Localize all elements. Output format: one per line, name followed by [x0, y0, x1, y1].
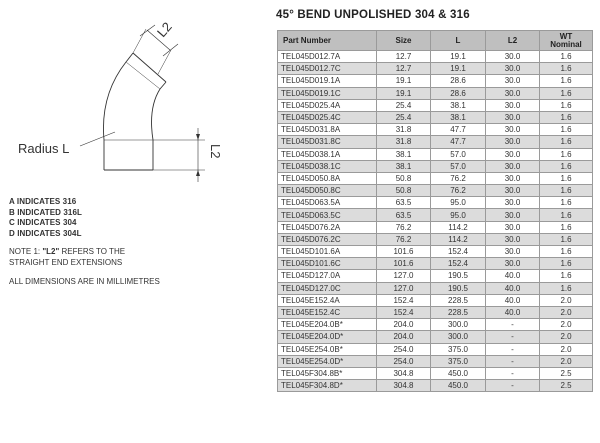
cell-l2: 40.0 [486, 270, 540, 282]
cell-l2: 30.0 [486, 209, 540, 221]
cell-l2: 30.0 [486, 51, 540, 63]
cell-l2: 40.0 [486, 282, 540, 294]
table-row [278, 63, 593, 75]
cell-size: 101.6 [377, 246, 431, 258]
cell-wt-nominal: 2.0 [540, 343, 593, 355]
cell-l: 300.0 [431, 331, 486, 343]
cell-size: 152.4 [377, 294, 431, 306]
cell-size: 19.1 [377, 75, 431, 87]
cell-l: 114.2 [431, 221, 486, 233]
cell-l2: 40.0 [486, 306, 540, 318]
cell-wt-nominal: 1.6 [540, 75, 593, 87]
cell-l2: 30.0 [486, 124, 540, 136]
cell-l: 76.2 [431, 172, 486, 184]
cell-l: 450.0 [431, 367, 486, 379]
cell-wt-nominal: 2.0 [540, 355, 593, 367]
cell-l2: - [486, 355, 540, 367]
material-code-d: D INDICATES 304L [9, 228, 82, 238]
cell-wt-nominal: 1.6 [540, 99, 593, 111]
material-codes [9, 197, 269, 239]
header-part-number: Part Number [278, 31, 377, 51]
cell-part-number: TEL045D012.7A [278, 51, 377, 63]
cell-size: 152.4 [377, 306, 431, 318]
cell-size: 50.8 [377, 185, 431, 197]
cell-l2: 30.0 [486, 221, 540, 233]
cell-l: 47.7 [431, 136, 486, 148]
table-row [278, 99, 593, 111]
header-size: Size [377, 31, 431, 51]
table-row [278, 51, 593, 63]
cell-wt-nominal: 1.6 [540, 124, 593, 136]
cell-l2: 30.0 [486, 99, 540, 111]
cell-l2: 30.0 [486, 75, 540, 87]
cell-wt-nominal: 1.6 [540, 111, 593, 123]
cell-part-number: TEL045E152.4C [278, 306, 377, 318]
cell-l: 95.0 [431, 209, 486, 221]
table-row [278, 258, 593, 270]
cell-part-number: TEL045E152.4A [278, 294, 377, 306]
header-l: L [431, 31, 486, 51]
cell-size: 12.7 [377, 51, 431, 63]
cell-l2: 30.0 [486, 185, 540, 197]
cell-wt-nominal: 2.0 [540, 306, 593, 318]
table-row [278, 380, 593, 392]
cell-part-number: TEL045E254.0B* [278, 343, 377, 355]
cell-l: 190.5 [431, 270, 486, 282]
header-wt: WT [559, 31, 573, 41]
cell-wt-nominal: 1.6 [540, 148, 593, 160]
material-code-c: C INDICATES 304 [9, 218, 77, 227]
cell-wt-nominal: 1.6 [540, 136, 593, 148]
cell-l: 375.0 [431, 343, 486, 355]
cell-part-number: TEL045D038.1C [278, 160, 377, 172]
cell-part-number: TEL045D076.2A [278, 221, 377, 233]
cell-wt-nominal: 1.6 [540, 160, 593, 172]
cell-part-number: TEL045D025.4C [278, 111, 377, 123]
cell-wt-nominal: 1.6 [540, 221, 593, 233]
cell-size: 101.6 [377, 258, 431, 270]
table-row [278, 75, 593, 87]
bend-drawing [0, 0, 270, 195]
table-row [278, 331, 593, 343]
cell-wt-nominal: 2.0 [540, 331, 593, 343]
note-1-rest: REFERS TO THE [59, 247, 126, 256]
cell-wt-nominal: 1.6 [540, 87, 593, 99]
cell-wt-nominal: 1.6 [540, 246, 593, 258]
table-row [278, 136, 593, 148]
table-row [278, 221, 593, 233]
cell-size: 204.0 [377, 319, 431, 331]
cell-size: 25.4 [377, 99, 431, 111]
cell-size: 63.5 [377, 209, 431, 221]
cell-l2: - [486, 380, 540, 392]
table-row [278, 294, 593, 306]
cell-l2: 30.0 [486, 160, 540, 172]
cell-size: 304.8 [377, 380, 431, 392]
cell-part-number: TEL045D101.6C [278, 258, 377, 270]
cell-l2: 30.0 [486, 87, 540, 99]
cell-wt-nominal: 1.6 [540, 270, 593, 282]
table-row [278, 355, 593, 367]
table-row [278, 319, 593, 331]
cell-l: 28.6 [431, 75, 486, 87]
cell-size: 19.1 [377, 87, 431, 99]
cell-l2: - [486, 343, 540, 355]
cell-l2: 30.0 [486, 111, 540, 123]
cell-wt-nominal: 1.6 [540, 209, 593, 221]
cell-l: 57.0 [431, 160, 486, 172]
cell-l2: 30.0 [486, 246, 540, 258]
cell-part-number: TEL045D038.1A [278, 148, 377, 160]
cell-size: 12.7 [377, 63, 431, 75]
table-row [278, 87, 593, 99]
l2-right-label: L2 [208, 144, 223, 159]
cell-size: 127.0 [377, 270, 431, 282]
cell-size: 50.8 [377, 172, 431, 184]
cell-part-number: TEL045D127.0A [278, 270, 377, 282]
table-row [278, 172, 593, 184]
cell-part-number: TEL045F304.8B* [278, 367, 377, 379]
cell-l2: 30.0 [486, 63, 540, 75]
cell-size: 31.8 [377, 136, 431, 148]
cell-l2: 30.0 [486, 172, 540, 184]
table-row [278, 111, 593, 123]
cell-wt-nominal: 2.0 [540, 294, 593, 306]
cell-wt-nominal: 1.6 [540, 185, 593, 197]
cell-l: 47.7 [431, 124, 486, 136]
cell-size: 38.1 [377, 160, 431, 172]
cell-l: 19.1 [431, 51, 486, 63]
cell-part-number: TEL045D019.1A [278, 75, 377, 87]
table-row [278, 270, 593, 282]
cell-size: 31.8 [377, 124, 431, 136]
cell-l2: 30.0 [486, 233, 540, 245]
table-row [278, 306, 593, 318]
cell-part-number: TEL045D031.8C [278, 136, 377, 148]
cell-l: 28.6 [431, 87, 486, 99]
cell-l: 228.5 [431, 306, 486, 318]
cell-l: 152.4 [431, 246, 486, 258]
cell-l: 76.2 [431, 185, 486, 197]
cell-l: 190.5 [431, 282, 486, 294]
cell-wt-nominal: 1.6 [540, 258, 593, 270]
cell-l: 300.0 [431, 319, 486, 331]
cell-part-number: TEL045D012.7C [278, 63, 377, 75]
cell-wt-nominal: 1.6 [540, 282, 593, 294]
header-l2: L2 [486, 31, 540, 51]
cell-l: 95.0 [431, 197, 486, 209]
cell-part-number: TEL045E204.0B* [278, 319, 377, 331]
l2-top-label: L2 [153, 19, 175, 40]
cell-wt-nominal: 1.6 [540, 172, 593, 184]
table-body [278, 51, 593, 392]
table-row [278, 185, 593, 197]
bend-end-face-top [133, 53, 166, 82]
cell-wt-nominal: 2.5 [540, 380, 593, 392]
note-1-prefix: NOTE 1: [9, 247, 43, 256]
notes-block [9, 197, 269, 288]
cell-l2: 40.0 [486, 294, 540, 306]
cell-part-number: TEL045F304.8D* [278, 380, 377, 392]
cell-l2: - [486, 367, 540, 379]
cell-l2: - [486, 331, 540, 343]
cell-wt-nominal: 1.6 [540, 197, 593, 209]
cell-l: 375.0 [431, 355, 486, 367]
note-1-key: "L2" [42, 247, 60, 256]
cell-wt-nominal: 1.6 [540, 63, 593, 75]
material-code-b: B INDICATED 316L [9, 207, 83, 217]
cell-part-number: TEL045E254.0D* [278, 355, 377, 367]
cell-part-number: TEL045E204.0D* [278, 331, 377, 343]
table-row [278, 124, 593, 136]
cell-l2: 30.0 [486, 148, 540, 160]
cell-part-number: TEL045D127.0C [278, 282, 377, 294]
header-nominal: Nominal [550, 39, 582, 49]
cell-size: 25.4 [377, 111, 431, 123]
table-row [278, 343, 593, 355]
cell-size: 254.0 [377, 343, 431, 355]
note-1-line-2: STRAIGHT END EXTENSIONS [9, 257, 123, 267]
cell-l2: 30.0 [486, 197, 540, 209]
cell-l: 19.1 [431, 63, 486, 75]
header-wt-nominal [540, 31, 593, 51]
cell-size: 38.1 [377, 148, 431, 160]
cell-part-number: TEL045D063.5C [278, 209, 377, 221]
cell-l2: - [486, 319, 540, 331]
cell-wt-nominal: 2.5 [540, 367, 593, 379]
radius-label: Radius L [18, 141, 70, 156]
radius-leader [80, 132, 115, 146]
table-row [278, 148, 593, 160]
cell-wt-nominal: 1.6 [540, 51, 593, 63]
cell-l: 152.4 [431, 258, 486, 270]
cell-part-number: TEL045D101.6A [278, 246, 377, 258]
spec-table [277, 30, 593, 392]
cell-l2: 30.0 [486, 136, 540, 148]
note-1 [9, 247, 269, 268]
cell-size: 304.8 [377, 367, 431, 379]
dimensions-note: ALL DIMENSIONS ARE IN MILLIMETRES [9, 277, 160, 286]
page-title: 45° BEND UNPOLISHED 304 & 316 [276, 9, 470, 21]
cell-size: 204.0 [377, 331, 431, 343]
cell-part-number: TEL045D076.2C [278, 233, 377, 245]
cell-wt-nominal: 1.6 [540, 233, 593, 245]
cell-part-number: TEL045D031.8A [278, 124, 377, 136]
cell-part-number: TEL045D050.8A [278, 172, 377, 184]
cell-l: 114.2 [431, 233, 486, 245]
cell-l2: 30.0 [486, 258, 540, 270]
cell-size: 63.5 [377, 197, 431, 209]
table-row [278, 160, 593, 172]
cell-l: 57.0 [431, 148, 486, 160]
cell-l: 228.5 [431, 294, 486, 306]
table-row [278, 233, 593, 245]
material-code-a: A INDICATES 316 [9, 197, 77, 206]
cell-l: 38.1 [431, 111, 486, 123]
cell-part-number: TEL045D019.1C [278, 87, 377, 99]
table-row [278, 282, 593, 294]
cell-size: 76.2 [377, 233, 431, 245]
cell-part-number: TEL045D050.8C [278, 185, 377, 197]
cell-l: 38.1 [431, 99, 486, 111]
cell-l: 450.0 [431, 380, 486, 392]
bend-outer-wall [103, 53, 133, 170]
cell-wt-nominal: 2.0 [540, 319, 593, 331]
cell-part-number: TEL045D025.4A [278, 99, 377, 111]
bend-inner-wall [152, 82, 166, 170]
table-row [278, 246, 593, 258]
table-row [278, 209, 593, 221]
table-header-row [278, 31, 593, 51]
table-row [278, 197, 593, 209]
cell-size: 127.0 [377, 282, 431, 294]
cell-size: 254.0 [377, 355, 431, 367]
cell-size: 76.2 [377, 221, 431, 233]
cell-part-number: TEL045D063.5A [278, 197, 377, 209]
table-row [278, 367, 593, 379]
